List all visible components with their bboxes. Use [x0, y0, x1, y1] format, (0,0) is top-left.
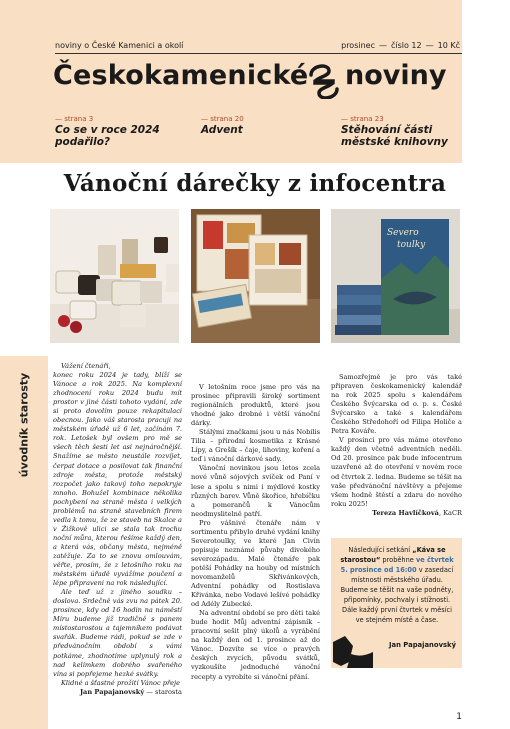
article-column-3 [331, 373, 462, 518]
masthead-rule [55, 53, 462, 54]
masthead-subtitle: noviny o České Kamenici a okolí [55, 41, 184, 50]
issue-separator: — [378, 41, 387, 50]
photo-cosmetics [50, 209, 179, 343]
editorial-paragraph: Vážení čtenáři, [61, 362, 111, 370]
teaser-page: — strana 3 [55, 115, 94, 123]
article-paragraph: Stálými značkami jsou u nás Nobilis Tilia – přírodní kosmetika z Krásné Lípy, a Grešík – čaje, lihoviny, koření a teď i vánoční dárkové sady. [191, 428, 320, 464]
article-paragraph: Samozřejmě je pro vás také připraven českokamenický kalendář na rok 2025 spolu s kalendářem Českého Švýcarska od o. p. s. České Švýcarsko a také s kalendářem Českého Středohoří od Filipa Holiče a Petra Kováře. [331, 373, 462, 436]
teaser-item[interactable] [55, 115, 185, 148]
editorial-paragraph: konec roku 2024 je tady, blíží se Vánoce a rok 2025. Na komplexní zhodnocení roku 2024 budu mít prostor v jiné části tohoto vydání, zde si proto dovolím pouze rekapitulaci obecnou. Jako váš starosta pracuji na městském úřadě už 6 let, začínám 7. rok. Letošek byl ovšem pro mě se všech těch šesti let asi nejnáročnější. Snažíme se město neustále rozvíjet, čerpat dotace a posilovat tak finanční zdroje města, protože městský rozpočet jako takový toho nepokryje mnoho. Bohužel kombinace několika pochybení na straně města i velkých problémů na straně stavebních firem vedla k tomu, že ze staveb na Skalce a v Žižkově ulici se stala tak trochu noční můra, kterou řešíme každý den, a která vás, občany města, nejméně zatěžuje. Za to se znovu omlouvám, věřte, prosím, že z letošního roku na městském úřadě vyvážíme poučení a lépe připraveni na rok následující. [53, 371, 182, 588]
photo-gift-box [191, 209, 320, 343]
article-paragraph: V prosinci pro vás máme otevřeno každý den včetně adventních neděli. Od 20. prosince pak bude infocentrum uzavřené až do otevření v novém roce od čtvrtek 2. ledna. Budeme se těšit na vaše předvánoční návštěvy a přejeme všem hodně štěstí a zdaru do nového roku 2025! [331, 436, 462, 508]
teaser-title: Advent [201, 124, 243, 136]
issue-info [341, 41, 460, 50]
teaser-title: Co se v roce 2024 podařilo? [55, 124, 160, 148]
teaser-page: — strana 20 [201, 115, 244, 123]
article-paragraph: V letošním roce jsme pro vás na prosinec připravili široký sortiment regionálních produktů, které jsou vhodné jako drobné i větší vánoční dárky. [191, 383, 320, 428]
issue-price: 10 Kč [437, 41, 460, 50]
editorial-signature-name: Jan Papajanovský [79, 687, 145, 696]
infobox-text [337, 545, 457, 625]
teaser-item[interactable] [201, 115, 321, 136]
teaser-page: — strana 23 [341, 115, 384, 123]
issue-number: číslo 12 [390, 41, 422, 50]
infobox-text-part: Následující setkání [348, 546, 413, 554]
issue-separator: — [425, 41, 434, 50]
article-signature-org: , KaCR [438, 508, 462, 517]
coffee-mark-icon [333, 632, 375, 668]
editorial-signature [53, 688, 182, 697]
teaser-title: Stěhování části městské knihovny [341, 124, 448, 148]
teaser-item[interactable] [341, 115, 462, 148]
editorial-paragraph: Klidné a šťastné prožití Vánoc přeje [61, 678, 180, 687]
article-paragraph: Vánoční novinkou jsou letos zcela nové vůně sójových svíček od Paní v lese a spolu s nimi i mýdlové kostky různých barev. Vůně škořice, hřebíčku a pomerančů k Vánocům neodmyslitelně patří. [191, 464, 320, 518]
infobox-text-part: proběhne [380, 556, 416, 564]
article-headline: Vánoční dárečky z infocentra [63, 170, 447, 197]
article-signature-name: Tereza Havlíčková [372, 508, 439, 517]
article-paragraph: Na adventní období se pro děti také bude hodit Můj adventní zápisník – pracovní sešit plný úkolů a vyrábění na každý den od 1. prosince až do Vánoc. Dozvíte se více o pravých českých zvycích, původu svátků, vyzkoušíte jednoduché vánoční recepty a vyrobíte si vánoční přání. [191, 609, 320, 681]
editorial-label: úvodník starosty [17, 372, 31, 478]
infobox-author: Jan Papajanovský [388, 641, 456, 649]
masthead-title-left: Českokamenické [53, 60, 309, 91]
article-signature [331, 509, 462, 518]
infobox-text-part: v zasedací místnosti městského úřadu. Budeme se těšit na vaše podněty, připomínky, pochvaly i stížnosti. Dále každý první čtvrtek v měsíci ve stejném místě a čase. [340, 566, 454, 624]
coffee-with-mayor-box [331, 538, 462, 668]
editorial-paragraph: Ale teď už z jiného soudku – doslova. Srdečně vás zvu na pátek 20. prosince, kdy od 16 hodin na náměstí Míru budeme již tradičně s panem místostarostou a tajemníkem podávat svařák. Budeme rádi, pokud se zde v předvánočním období s vámi potkáme, zhodnotíme uplynulý rok a nad kelímkem dobrého svařeného vína si popřejeme hezké svátky. [53, 588, 182, 678]
issue-month: prosinec [341, 41, 375, 50]
town-logo-icon [307, 61, 341, 99]
editorial-signature-role: — starosta [144, 687, 182, 696]
infobox-event-name: „Káva se starostou“ [340, 546, 446, 564]
article-paragraph: Pro vášnivé čtenáře nám v sortimentu přibylo druhé vydání knihy Severotoulky, ve které Jan Civín popisuje neznámé půvaby divokého severozápadu. Malé čtenáře pak potěší Pohádky na houby od místních novomanželů Skřivánkových, Adventní pohádky od Rostislava Křivánka, nebo Vodavé lešívé pohádky od Adély Zubecké. [191, 518, 320, 609]
teaser-strip [55, 115, 462, 153]
masthead-title-right: noviny [345, 60, 447, 91]
editorial-column [53, 362, 182, 697]
article-column-2 [191, 383, 320, 682]
infobox-date: ve čtvrtek 5. prosince od 16:00 [340, 556, 454, 574]
photo-books [331, 209, 460, 343]
svg-text:toulky: toulky [397, 240, 426, 250]
svg-text:Severo: Severo [387, 228, 419, 238]
page-number: 1 [456, 712, 462, 722]
